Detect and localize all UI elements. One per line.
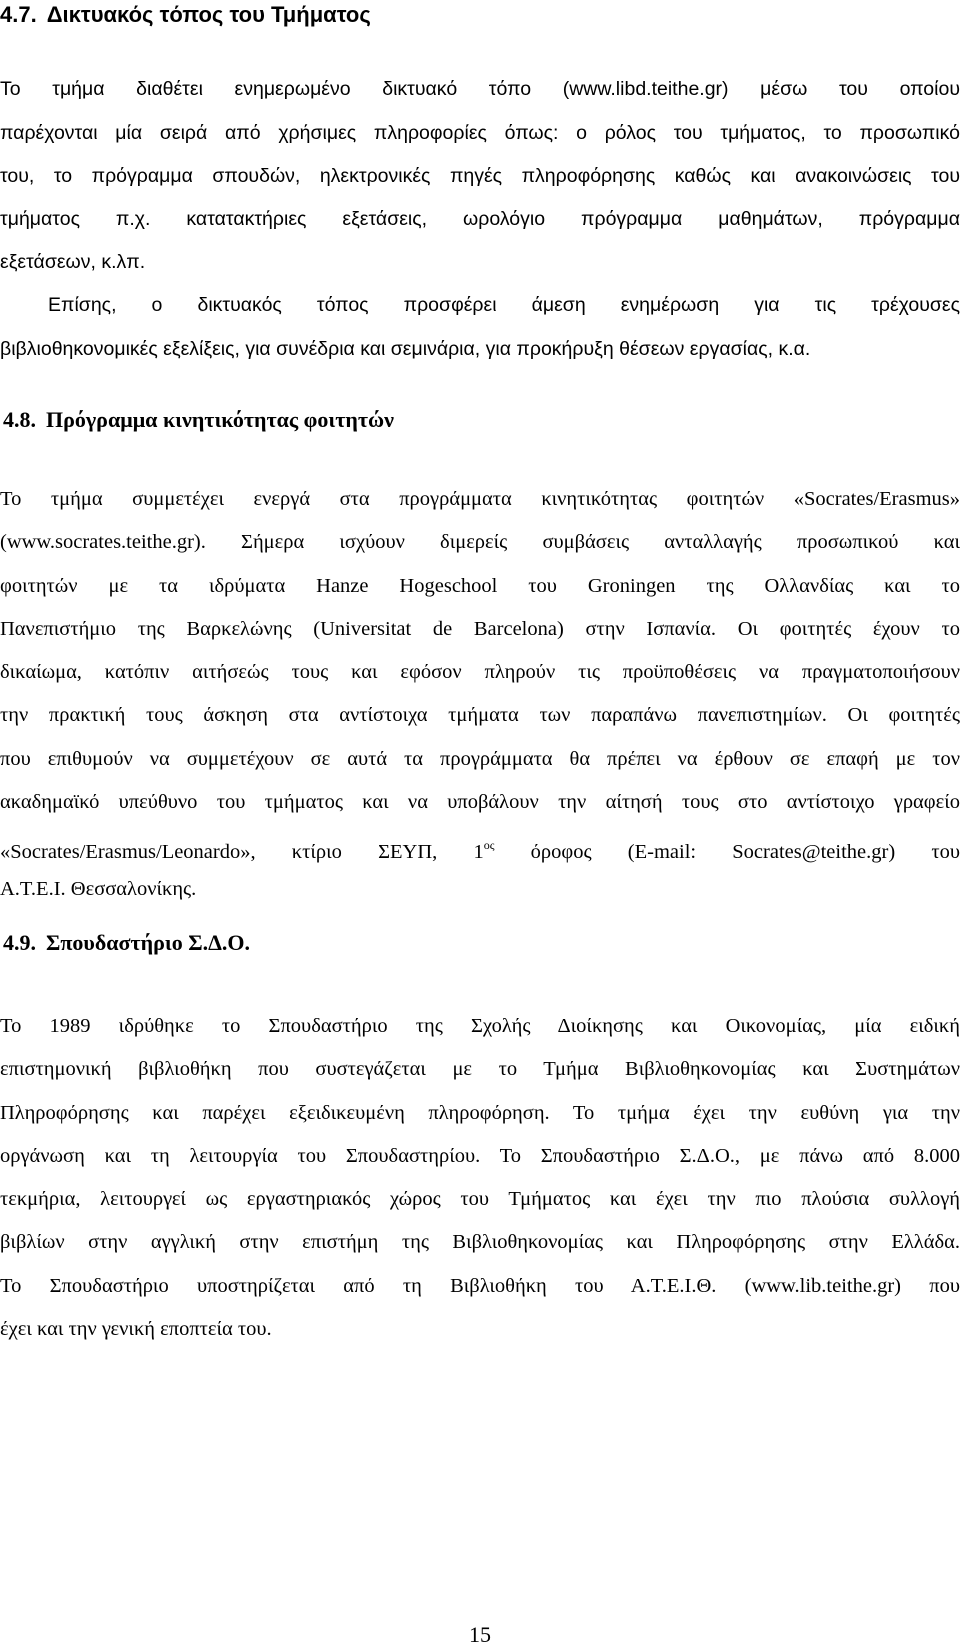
paragraph-line: την πρακτική τους άσκηση στα αντίστοιχα τμήματα των παραπάνω πανεπιστημίων. Οι φοιτητές: [0, 704, 960, 726]
paragraph-line: τεκμήρια, λειτουργεί ως εργαστηριακός χώρος του Τμήματος και έχει την πιο πλούσια συλλογή: [0, 1188, 960, 1210]
paragraph-line: δικαίωμα, κατόπιν αιτήσεώς τους και εφόσον πληρούν τις προϋποθέσεις να πραγματοποιήσουν: [0, 661, 960, 683]
section-heading-4-7: [0, 2, 371, 28]
superscript-ordinal: ος: [483, 838, 495, 852]
paragraph-line: που επιθυμούν να συμμετέχουν σε αυτά τα προγράμματα θα πρέπει να έρθουν σε επαφή με τον: [0, 748, 960, 770]
paragraph-line: τμήματος π.χ. κατατακτήριες εξετάσεις, ωρολόγιο πρόγραμμα μαθημάτων, πρόγραμμα: [0, 208, 960, 230]
paragraph-line: Α.Τ.Ε.Ι. Θεσσαλονίκης.: [0, 878, 197, 900]
paragraph-line: επιστημονική βιβλιοθήκη που συστεγάζεται με το Τμήμα Βιβλιοθηκονομίας και Συστημάτων: [0, 1058, 960, 1080]
paragraph-line: οργάνωση και τη λειτουργία του Σπουδαστηρίου. Το Σπουδαστήριο Σ.Δ.Ο., με πάνω από 8.000: [0, 1145, 960, 1167]
paragraph-line: παρέχονται μία σειρά από χρήσιμες πληροφορίες όπως: ο ρόλος του τμήματος, το προσωπικό: [0, 122, 960, 144]
section-heading-4-8: [3, 407, 394, 433]
section-heading-4-9: [3, 930, 250, 956]
text-segment: «Socrates/Erasmus/Leonardo», κτίριο ΣΕΥΠ, 1: [0, 841, 484, 863]
paragraph-line: έχει και την γενική εποπτεία του.: [0, 1318, 272, 1340]
section-number: 4.9.: [3, 930, 36, 955]
paragraph-line: Πληροφόρησης και παρέχει εξειδικευμένη πληροφόρηση. Το τμήμα έχει την ευθύνη για την: [0, 1102, 960, 1124]
paragraph-line: ακαδημαϊκό υπεύθυνο του τμήματος και να υποβάλουν την αίτησή τους στο αντίστοιχο γραφείο: [0, 791, 960, 813]
paragraph-line: Το 1989 ιδρύθηκε το Σπουδαστήριο της Σχολής Διοίκησης και Οικονομίας, μία ειδική: [0, 1015, 960, 1037]
paragraph-line: Πανεπιστήμιο της Βαρκελώνης (Universitat de Barcelona) στην Ισπανία. Οι φοιτητές έχουν το: [0, 618, 960, 640]
paragraph-line: [0, 832, 960, 865]
paragraph-line: (www.socrates.teithe.gr). Σήμερα ισχύουν διμερείς συμβάσεις ανταλλαγής προσωπικού και: [0, 531, 960, 553]
section-title: Σπουδαστήριο Σ.Δ.Ο.: [46, 930, 251, 955]
paragraph-line: του, το πρόγραμμα σπουδών, ηλεκτρονικές πηγές πληροφόρησης καθώς και ανακοινώσεις του: [0, 165, 960, 187]
paragraph-line: εξετάσεων, κ.λπ.: [0, 251, 146, 273]
section-number: 4.7.: [0, 2, 37, 27]
paragraph-line: Επίσης, ο δικτυακός τόπος προσφέρει άμεση ενημέρωση για τις τρέχουσες: [48, 294, 960, 316]
section-title: Πρόγραμμα κινητικότητας φοιτητών: [46, 407, 394, 432]
paragraph-line: φοιτητών με τα ιδρύματα Hanze Hogeschool του Groningen της Ολλανδίας και το: [0, 575, 960, 597]
text-segment: όροφος (E-mail: Socrates@teithe.gr) του: [494, 841, 960, 863]
paragraph-line: βιβλίων στην αγγλική στην επιστήμη της Βιβλιοθηκονομίας και Πληροφόρησης στην Ελλάδα.: [0, 1231, 960, 1253]
paragraph-line: βιβλιοθηκονομικές εξελίξεις, για συνέδρια και σεμινάρια, για προκήρυξη θέσεων εργασίας, κ.α.: [0, 338, 811, 360]
paragraph-line: Το τμήμα συμμετέχει ενεργά στα προγράμματα κινητικότητας φοιτητών «Socrates/Erasmus»: [0, 488, 960, 510]
section-title: Δικτυακός τόπος του Τμήματος: [46, 2, 371, 27]
page-number: 15: [469, 1622, 491, 1647]
paragraph-line: Το Σπουδαστήριο υποστηρίζεται από τη Βιβλιοθήκη του Α.Τ.Ε.Ι.Θ. (www.lib.teithe.gr) που: [0, 1275, 960, 1297]
paragraph-line: Το τμήμα διαθέτει ενημερωμένο δικτυακό τόπο (www.libd.teithe.gr) μέσω του οποίου: [0, 78, 960, 100]
section-number: 4.8.: [3, 407, 36, 432]
